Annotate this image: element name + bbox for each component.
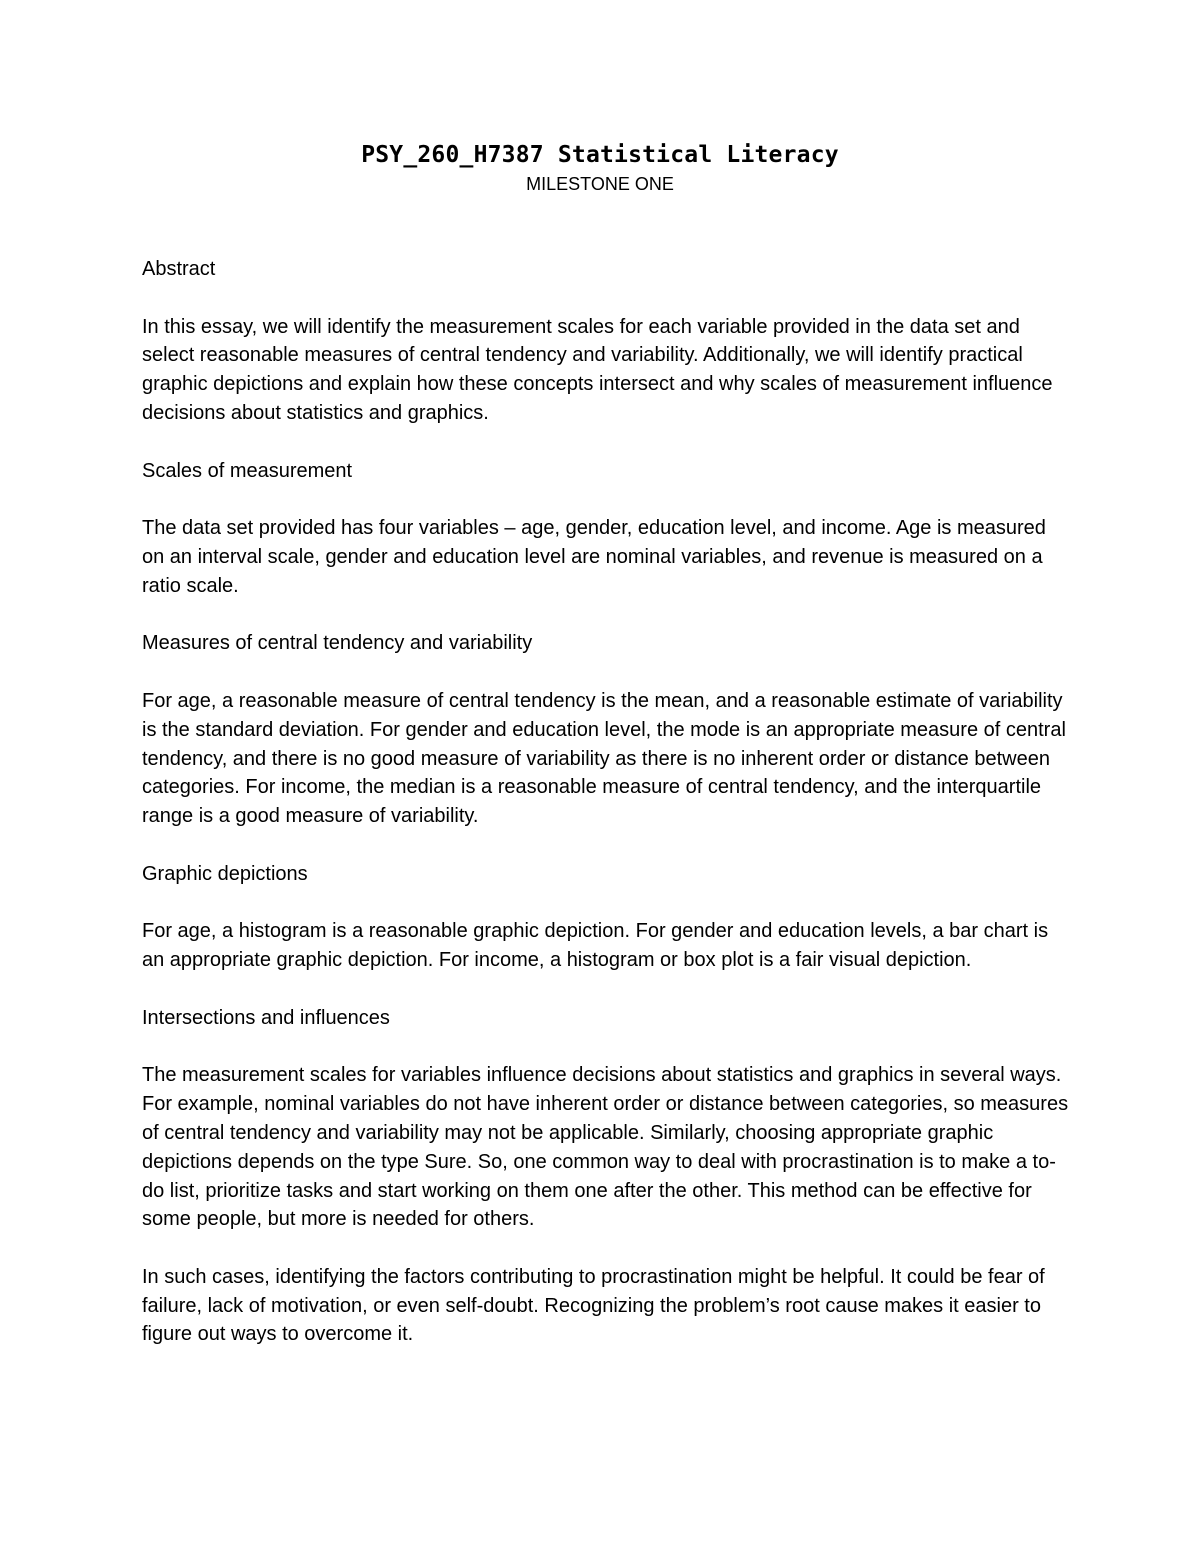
section-central-tendency-variability (142, 629, 1072, 831)
section-abstract (142, 255, 1072, 428)
section-heading: Abstract (142, 258, 216, 280)
section-heading: Measures of central tendency and variability (142, 632, 533, 655)
document-body (142, 255, 1072, 1378)
section-paragraph: For age, a histogram is a reasonable graphic depiction. For gender and education levels, a bar chart is an appropriate graphic depiction. For income, a histogram or box plot is a fair visual depiction. (142, 920, 1049, 972)
section-intersections-influences (142, 1004, 1072, 1350)
title-block (0, 140, 1200, 196)
section-paragraph: The measurement scales for variables influence decisions about statistics and graphics in several ways. For example, nominal variables do not have inherent order or distance between categories, so measures of central tendency and variability may not be applicable. Similarly, choosing appropriate graphic depictions depends on the type Sure. So, one common way to deal with procrastination is to make a to-do list, prioritize tasks and start working on them one after the other. This method can be effective for some people, but more is needed for others. (142, 1064, 1069, 1231)
document-subtitle: MILESTONE ONE (526, 174, 674, 194)
section-paragraph: In such cases, identifying the factors contributing to procrastination might be helpful. It could be fear of failure, lack of motivation, or even self-doubt. Recognizing the problem’s root cause makes it easier to figure out ways to overcome it. (142, 1265, 1045, 1346)
section-heading: Graphic depictions (142, 862, 308, 885)
section-graphic-depictions (142, 860, 1072, 975)
section-paragraph: For age, a reasonable measure of central tendency is the mean, and a reasonable estimate of variability is the standard deviation. For gender and education level, the mode is an appropriate measure of central tendency, and there is no good measure of variability as there is no inherent order or distance between categories. For income, the median is a reasonable measure of central tendency, and the interquartile range is a good measure of variability. (142, 689, 1066, 828)
document-title: PSY_260_H7387 Statistical Literacy (361, 142, 839, 168)
section-heading: Scales of measurement (142, 459, 353, 482)
section-scales-of-measurement (142, 457, 1072, 601)
section-paragraph: In this essay, we will identify the measurement scales for each variable provided in the data set and select reasonable measures of central tendency and variability. Additionally, we will identify practical graphic depictions and explain how these concepts intersect and why scales of measurement influence decisions about statistics and graphics. (142, 315, 1053, 424)
section-heading: Intersections and influences (142, 1006, 390, 1029)
section-paragraph: The data set provided has four variables – age, gender, education level, and income. Age is measured on an interval scale, gender and education level are nominal variables, and revenue is measured on a ratio scale. (142, 517, 1046, 597)
